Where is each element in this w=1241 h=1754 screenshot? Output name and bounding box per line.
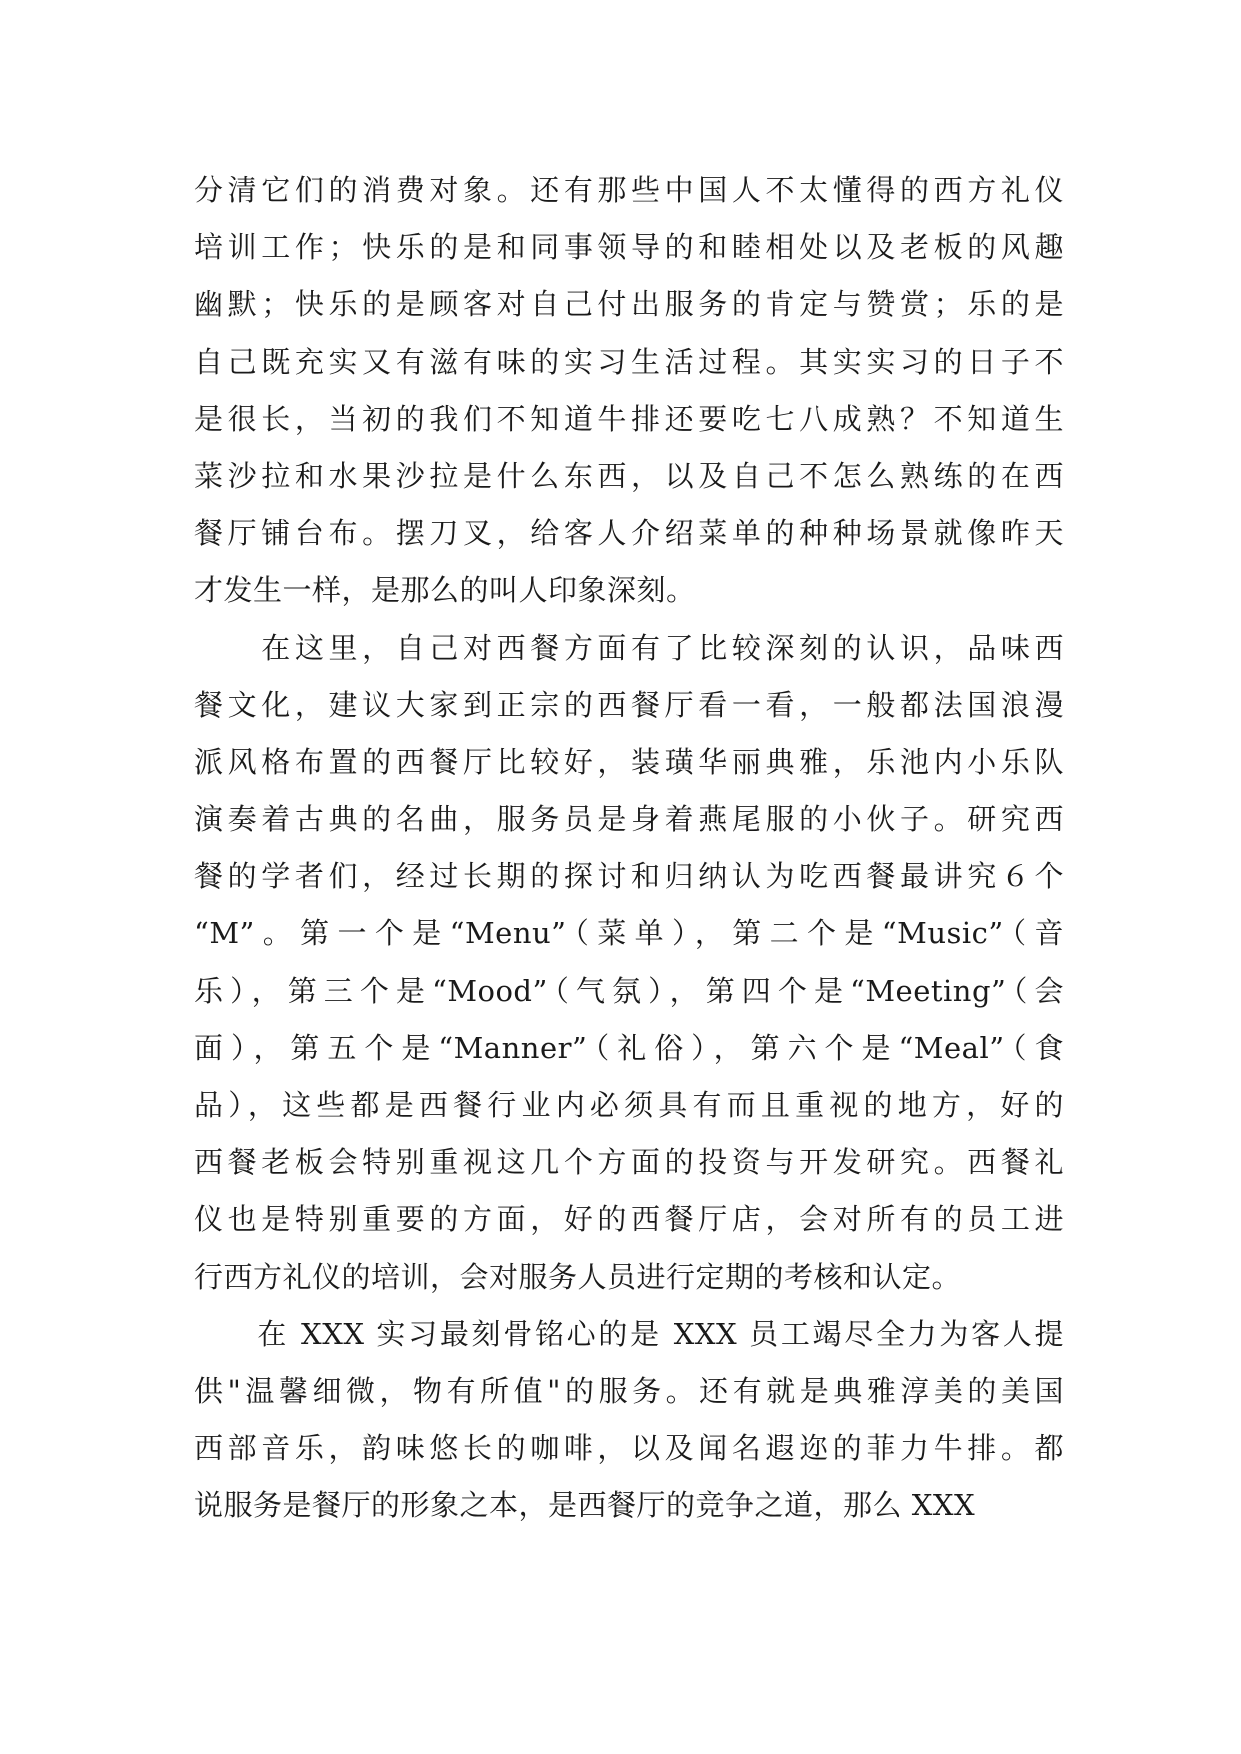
text-line: 演奏着古典的名曲，服务员是身着燕尾服的小伙子。研究西 [194, 802, 1064, 837]
text-line: 面），第五个是“Manner”（礼俗），第六个是“Meal”（食 [194, 1030, 1064, 1065]
text-line: 说服务是餐厅的形象之本，是西餐厅的竞争之道，那么 XXX [194, 1488, 976, 1523]
text-line: 餐的学者们，经过长期的探讨和归纳认为吃西餐最讲究６个 [194, 859, 1064, 894]
text-line: 分清它们的消费对象。还有那些中国人不太懂得的西方礼仪 [194, 173, 1064, 207]
text-line: 在这里，自己对西餐方面有了比较深刻的认识，品味西 [194, 630, 1064, 665]
text-line: 西餐老板会特别重视这几个方面的投资与开发研究。西餐礼 [194, 1145, 1064, 1180]
text-line: 行西方礼仪的培训，会对服务人员进行定期的考核和认定。 [194, 1259, 962, 1294]
text-line: 西部音乐，韵味悠长的咖啡，以及闻名遐迩的菲力牛排。都 [194, 1431, 1064, 1466]
text-line: 才发生一样，是那么的叫人印象深刻。 [194, 573, 696, 608]
text-line: 菜沙拉和水果沙拉是什么东西，以及自己不怎么熟练的在西 [194, 458, 1064, 493]
text-line: 仪也是特别重要的方面，好的西餐厅店，会对所有的员工进 [194, 1202, 1064, 1237]
text-line: 乐），第三个是“Mood”（气氛），第四个是“Meeting”（会 [194, 973, 1064, 1008]
text-line: 幽默；快乐的是顾客对自己付出服务的肯定与赞赏；乐的是 [194, 287, 1064, 322]
text-line: 是很长，当初的我们不知道牛排还要吃七八成熟？不知道生 [194, 401, 1064, 436]
text-line: 自己既充实又有滋有味的实习生活过程。其实实习的日子不 [194, 344, 1064, 379]
body-text [194, 162, 1064, 1535]
text-line: 品），这些都是西餐行业内必须具有而且重视的地方，好的 [194, 1088, 1064, 1122]
text-line: 派风格布置的西餐厅比较好，装璜华丽典雅，乐池内小乐队 [194, 744, 1064, 779]
text-line: 餐文化，建议大家到正宗的西餐厅看一看，一般都法国浪漫 [194, 687, 1064, 722]
text-line: 供"温馨细微，物有所值"的服务。还有就是典雅淳美的美国 [194, 1373, 1064, 1408]
text-line: “M”。第一个是“Menu”（菜单），第二个是“Music”（音 [194, 916, 1064, 951]
text-line: 餐厅铺台布。摆刀叉，给客人介绍菜单的种种场景就像昨天 [194, 516, 1064, 551]
text-line: 在 XXX 实习最刻骨铭心的是 XXX 员工竭尽全力为客人提 [194, 1316, 1064, 1351]
text-line: 培训工作；快乐的是和同事领导的和睦相处以及老板的风趣 [194, 230, 1064, 265]
